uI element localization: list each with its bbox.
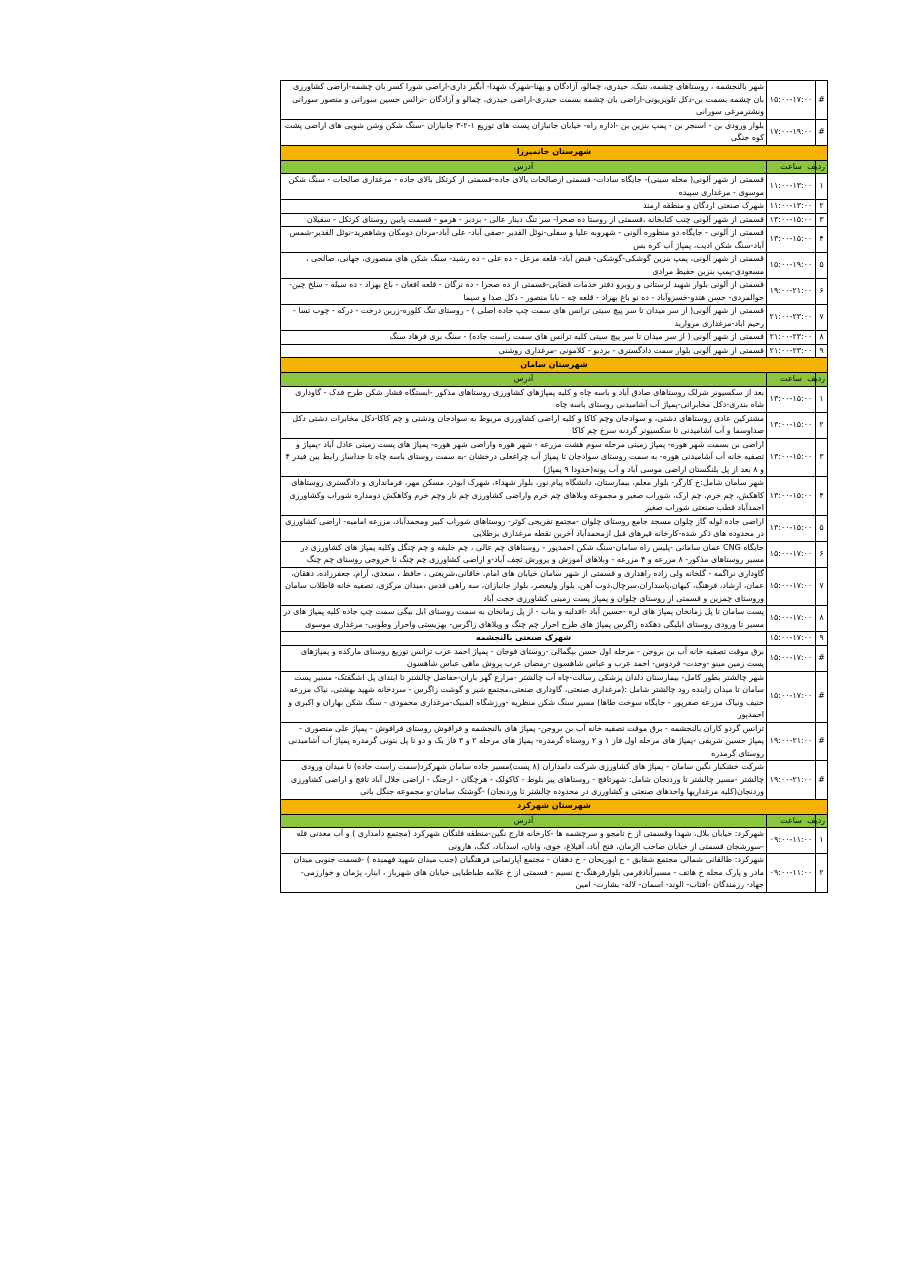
table-row: [281, 305, 828, 331]
row-time: ۱۳:۰۰-۱۵:۰۰: [767, 227, 816, 253]
row-number: ۲: [816, 854, 828, 893]
table-row: [281, 81, 828, 120]
table-row: [281, 854, 828, 893]
row-address: شهرک صنعتی اردگان و منطقه ارمند: [281, 200, 767, 214]
row-number: ۵: [816, 253, 828, 279]
row-number: ۳: [816, 438, 828, 477]
row-address: شهر سامان شامل:خ کارگر- بلوار معلم، بیمارستان، دانشگاه پیام نور، بلوار شهداء، شهرک ابوذر، مسکن مهر، فرمانداری و دادگستری روستاهای کاهکش، چم خرم، چم ارک، شوراب صغیر و مجموعه وبلاهای چم خرم واراضی کشاورزی چم نار وچم خرم وکاهکش دومداره شوراب وکشاورزی احمدآباد قطب صنعتی شوراب صغیر: [281, 477, 767, 516]
table-row: [281, 331, 828, 345]
row-address: گاوداری نراگمه - گلخانه ولی زاده راهداری و قسمتی از شهر سامان خیابان های امام، خاقانی،شریعتی ، حافظ ، سعدی، آرام، جعفرزاده، دهقان، عمان، ارشاد، فرهنگ، کیهان،پاسداران،سرچال،ذوب آهن، بلوار ولیعصر، بلوار جانبازان، سه راهی قدس ،میدان مرکزی، تصفیه خانه قاطلاب سامان وروستای چمزین و قسمتی از روستای چلوان و پمپاژ پست زمینی کشاورزی حجت آباد: [281, 567, 767, 606]
row-time: ۱۵:۰۰-۱۷:۰۰: [767, 645, 816, 671]
row-number: ۹: [816, 632, 828, 646]
row-time: ۱۹:۰۰-۲۱:۰۰: [767, 279, 816, 305]
header-time: ساعت: [767, 814, 816, 828]
row-number: ۲: [816, 200, 828, 214]
row-address: قسمتی از شهر آلونی( محله سینی)- جایگاه سادات- قسمتی ازصالحات بالای جاده-قسمتی از کرتکل بالای جاده - مرغداری صالحات - سنگ شکن موسوی - مرغداری سپیده: [281, 174, 767, 200]
row-address: شهرکرد: طالقانی شمالی مجتمع شقایق - خ ابوریحان - خ دهقان - مجتمع آپارتمانی فرهنگیان (جنب میدان شهید فهمیده ) -قسمت جنوبی میدان مادر و پارک محله خ هاتف - مسیرآبادفرمی بلوارفرهنگ-خ نسیم - قسمتی از خ علامه طباطبایی خیابان های شهرباز ، ابنار، پژمان و خوارزمی- جهاد- رزمندگان -آفتاب- الوند- اسمان- لاله- بشارت- امین: [281, 854, 767, 893]
header-address: آدرس: [281, 814, 767, 828]
row-number: ۸: [816, 331, 828, 345]
row-number: ۱: [816, 386, 828, 412]
row-number: ۴: [816, 477, 828, 516]
row-address: شهر چالشتر بطور کامل- بیمارستان دلدان پزشکی رسالت-چاه آب چالشتر -مزارع گهر باران-حفاضل چالشتر تا ابتدای پل اشگفتک- مسیر پست سامان تا میدان زاینده رود چالشتر شامل :(مرغداری صنعتی، گاوداری صنعتی،مجتمع شیر و گوشت زاگرس - سردخانه شهید بهشتی، نیاک مزرعه حنیف ونیاک مزرعه صفرپور - جایگاه سوخت طاها) مسیر سنگ شکن منظریه -ورزشگاه المبیک-مرغداری محمودی - سنگ شکن بهاران و اکبری و احمدپور: [281, 671, 767, 722]
row-address: جایگاه CNG عمان سامانی -پلیس راه سامان-سنگ شکن احمدپور - روستاهای چم عالی ، چم خلیفه و چم چنگل وکلیه پمپاژ های کشاورزی در مسیر روستاهای مذکور- ۸ مزرعه و ۴ مزرعه - وبلاهای آموزش و پرورش تجف آباد-و اراضی کشاورزی چم چنگ تا خروجی روستای چم چنگ: [281, 541, 767, 567]
row-time: ۱۷:۰۰-۱۹:۰۰: [767, 119, 816, 145]
table-row: [281, 761, 828, 800]
row-address: مشترکین عادی روستاهای دشتی، و سوادجان وچم کاکا و کلیه اراضی کشاورزی مربوط به سوادجان ودشتی و چم کاکا-دکل مخابرات دشتی دکل صداوسما و آب آشامیدنی تا سکسیونر گردنه سرخ چم کاکا: [281, 412, 767, 438]
header-row: [281, 814, 828, 828]
row-address: قسمتی از شهر آلونی چنب کتابخانه ،قسمتی از روستا ده صحرا- سر تنگ دینار عالی - بردبر - هرمو - قسمت پایین روستای کرتکل - سفیلان: [281, 213, 767, 227]
row-number: ۱: [816, 828, 828, 854]
row-address: قسمتی از آلونی - جایگاه دو منظوره آلونی - شهروبه علیا و سفلی-نوئل القدیر -صفی آباد- علی آباد-مردان دومکان وشاهفرید-نوئل القدیر-شمس آباد-سنگ شکن ادیب، پمپاژ آب کره بس: [281, 227, 767, 253]
row-number: ۳: [816, 213, 828, 227]
row-time: ۲۱:۰۰-۲۳:۰۰: [767, 305, 816, 331]
row-time: ۰۹:۰۰-۱۱:۰۰: [767, 828, 816, 854]
row-address: شهر بالنجشمه ، روستاهای چشمه، نتبک، حیدری، چمالو، آزادگان و پهنا-شهرک شهدا- آبگیز داری-اراضی شورا کسر بان چشمه-اراضی کشاورزی بان چشمه بسمت بن-دکل تلویزیونی-اراضی بان چشمه بسمت حیدری-اراضی حیدری، چمالو و آزادگان -نرالس حسین سورانی و متصور سورانی ونشترمرغی سورانی: [281, 81, 767, 120]
row-address: اراضی بن بسمت شهر هوره- پمپاژ زمینی مرحله سوم هشت مزرعه - شهر هوره واراضی شهر هوره- پمپاژ های پست زمینی عادل آباد -پمپاژ و تصفیه خانه آب آشامیدنی هوره- به سمت روستای سوادجان تا پمپاژ آب چراغعلی درخشان -به سمت روستای باسه چاه تا جداساز رابط بین فیدر ۴ و ۸ بعد از پل بلنگستان اراضی موسی آباد و آب پونه(حدودا ۹ پمپاژ): [281, 438, 767, 477]
row-number: ۴: [816, 227, 828, 253]
row-time: ۰۹:۰۰-۱۱:۰۰: [767, 854, 816, 893]
table-row: [281, 200, 828, 214]
table-row: [281, 671, 828, 722]
header-address: آدرس: [281, 373, 767, 387]
section-title: شهرستان شهرکرد: [281, 799, 828, 814]
row-time: ۱۵:۰۰-۱۷:۰۰: [767, 671, 816, 722]
header-time: ساعت: [767, 373, 816, 387]
row-time: ۱۱:۰۰-۱۳:۰۰: [767, 174, 816, 200]
table-row: [281, 438, 828, 477]
section-title: شهرستان سامان: [281, 358, 828, 373]
row-time: ۱۹:۰۰-۲۱:۰۰: [767, 761, 816, 800]
table-row: [281, 722, 828, 761]
row-number: ۲: [816, 412, 828, 438]
row-number: ۱: [816, 174, 828, 200]
row-address: قسمتی از شهر آلونی ( از سر میدان تا سر پیچ سیتی کلیه ترانس های سمت راست جاده) - سنگ بری فرهاد سنگ: [281, 331, 767, 345]
row-address: شرکت خشکبار نگین سامان - پمپاژ های کشاورزی شرکت دامداران (۸ پست)مسیر جاده سامان شهرکرد(سمت راست جاده) تا میدان ورودی چالشتر -مسیر چالشتر تا وردنجان شامل: شهرتافچ - روستاهای پیر بلوط - کاکولک - هرچگان - ارجنگ - اراضی جلال آباد تافچ و اراضی کشاورزی وردنجان(کلیه مرغداریها واحدهای صنعتی و کشاورزی در محدوده چالشتر تا وردنجان) -گوشتک سامان-و مجموعه جنگل بانی: [281, 761, 767, 800]
row-address: شهرک صنعتی بالنجشمه: [281, 632, 767, 646]
row-number: ۹: [816, 344, 828, 358]
table-row: [281, 344, 828, 358]
section-title-row: [281, 145, 828, 160]
row-time: ۱۳:۰۰-۱۵:۰۰: [767, 386, 816, 412]
header-row-number: ردیف: [816, 160, 828, 174]
table-row: [281, 515, 828, 541]
row-number: #: [816, 671, 828, 722]
row-time: ۱۱:۰۰-۱۳:۰۰: [767, 200, 816, 214]
header-row: [281, 160, 828, 174]
header-row-number: ردیف: [816, 814, 828, 828]
row-time: ۱۳:۰۰-۱۵:۰۰: [767, 213, 816, 227]
row-number: ۶: [816, 279, 828, 305]
row-number: ۷: [816, 567, 828, 606]
row-address: قسمتی از شهر آلونی، پمپ بنزین گوشکی-گوشکی- قبض آباد- قلعه مزعل - ده علی - ده رشید- سنگ شکن های منصوری، جهانی، صالحی ، مسعودی-پمپ بنزین حفیظ مرادی: [281, 253, 767, 279]
table-row: [281, 645, 828, 671]
section-title-row: [281, 358, 828, 373]
schedule-table: [280, 80, 828, 893]
row-address: قسمتی از شهر آلونی بلوار سمت دادگستری - بردبو - کلامونی -مرغداری روشنی: [281, 344, 767, 358]
row-number: ۸: [816, 606, 828, 632]
row-time: ۱۹:۰۰-۲۱:۰۰: [767, 722, 816, 761]
row-number: #: [816, 722, 828, 761]
row-time: ۲۱:۰۰-۲۳:۰۰: [767, 331, 816, 345]
row-number: ۶: [816, 541, 828, 567]
row-address: قسمتی از آلونی بلوار شهید لرستانی و روبرو دفتر خدمات قضایی-قسمتی از ده صحرا - ده نرگان - قلعه افغان - باغ بهزاد - ده سیله - سلخ چین- جوالمردی- حسن هندو-خسروآباد - ده نو باغ بهزاد - قلعه چه - بابا منصور - دکل صدا و سیما: [281, 279, 767, 305]
table-row: [281, 213, 828, 227]
table-row: [281, 119, 828, 145]
row-time: ۱۵:۰۰-۱۹:۰۰: [767, 253, 816, 279]
row-number: #: [816, 645, 828, 671]
row-time: ۱۵:۰۰-۱۷:۰۰: [767, 567, 816, 606]
row-number: ۷: [816, 305, 828, 331]
table-row: [281, 828, 828, 854]
table-row: [281, 253, 828, 279]
row-address: بعد از سکسیونر شرلک روستاهای صادق آباد و باسه چاه و کلیه پمپاژهای کشاورزی روستاهای مذکور -ایستگاه فشار شکن طرح فدک - گاوداری شاه بندری-دکل مخابراتی-پمپاژ آب آشامیدنی روستای باسه چاه: [281, 386, 767, 412]
row-number: #: [816, 81, 828, 120]
table-row: [281, 386, 828, 412]
row-address: شهرکرد: خیابان بلال، شهدا وقسمتی از خ تامجو و سرچشمه ها -کارخانه فارج نگین-منطقه فلنگان شهرکرد (مجتمع دامداری ) و آب معدنی فله -سورشجان قسمتی از خیابان صاحب الزمان، فتح آباد، آفیلاغ، خوی، وانان، اسدآباد، کنگ، هارونی: [281, 828, 767, 854]
header-address: آدرس: [281, 160, 767, 174]
row-number: ۵: [816, 515, 828, 541]
table-row: [281, 227, 828, 253]
schedule-document: [280, 80, 828, 893]
table-row: [281, 606, 828, 632]
table-row: [281, 174, 828, 200]
row-address: برق موقت تصفیه خانه آب بن بروجن - مرحله اول حسن بیگمالی -روستای فوجان - پمپاژ احمد عرب ترانس توزیع روستای مارکده و پمپاژهای پست زمین مینو -وحدت- فردوس- احمد عرب و عباس شاهسون -رمضان عرب پروش ماهی عباس شاهسون: [281, 645, 767, 671]
row-address: قسمتی از شهر آلونی( از سر میدان تا سر پیچ سیتی ترانس های سمت چپ جاده اصلی ) - روستای تنگ کلوره-زرین درخت - درکه - چوب تسا - رحیم اباد-مرغداری مروارید: [281, 305, 767, 331]
row-time: ۱۳:۰۰-۱۵:۰۰: [767, 477, 816, 516]
row-time: ۱۵:۰۰-۱۷:۰۰: [767, 632, 816, 646]
row-time: ۱۵:۰۰-۱۷:۰۰: [767, 606, 816, 632]
header-row-number: ردیف: [816, 373, 828, 387]
row-address: اراضی جاده لوله گاز چلوان مسجد جامع روستای چلوان -مجتمع تفریحی کوثر- روستاهای شوراب کبیر ومحمدآباد، مزرعه امامیه- اراضی کشاورزی در محدوده های ذکر شده-کارخانه قیرهای قبل ازمحمدآباد آخرین نقطه مرغداری برطلایی: [281, 515, 767, 541]
table-row: [281, 632, 828, 646]
table-row: [281, 541, 828, 567]
row-time: ۱۳:۰۰-۱۵:۰۰: [767, 438, 816, 477]
row-time: ۱۵:۰۰-۱۷:۰۰: [767, 541, 816, 567]
row-time: ۱۳:۰۰-۱۵:۰۰: [767, 412, 816, 438]
row-number: #: [816, 119, 828, 145]
table-row: [281, 412, 828, 438]
row-time: ۱۳:۰۰-۱۵:۰۰: [767, 515, 816, 541]
table-row: [281, 477, 828, 516]
row-time: ۲۱:۰۰-۲۳:۰۰: [767, 344, 816, 358]
section-title: شهرستان خانمیرزا: [281, 145, 828, 160]
header-row: [281, 373, 828, 387]
table-row: [281, 279, 828, 305]
row-time: ۱۵:۰۰-۱۷:۰۰: [767, 81, 816, 120]
section-title-row: [281, 799, 828, 814]
row-address: پست سامان تا پل زمانخان پمپاژ های لره -حسین آباد -افدلبه و بناب - از پل زمانخان به سمت روستای ابل بیگی سمت چپ جاده کلیه پمپاژ های در مسیر تا ورودی روستای ابلیگی دهکده زاگرس پمپاژ های طرح احرار چم چنگ و ویلاهای زاگرس- بهزیستی واحرار وطوبی- مرغداری موسوی: [281, 606, 767, 632]
table-row: [281, 567, 828, 606]
row-address: ترانس گردو کاران بالنجشمه - برق موقت تصفیه خانه آب بن بروجن- پمپاژ های بالنجشمه و فرافوش روستای فرافوش - پمپاژ علی منصوری - پمپاژ حسین شریفی -پمپاژ های مرحله اول فاز ۱ و ۲ روستاه گرمدره- پمپاژ های مرحله ۲ و ۳ فاز یک و دو تا پل بتونی گرمدره پمپاژ آب آشامیدنی روستای گرمدره: [281, 722, 767, 761]
header-time: ساعت: [767, 160, 816, 174]
row-number: #: [816, 761, 828, 800]
row-address: بلوار ورودی بن - اسنجر بن - پمپ بنزین بن -اداره راه- خیابان جانبازان پست های توزیع ۱-۲-۳ جانبازان -سنگ شکن وشن شویی های اراضی پشت کوه جنگی: [281, 119, 767, 145]
